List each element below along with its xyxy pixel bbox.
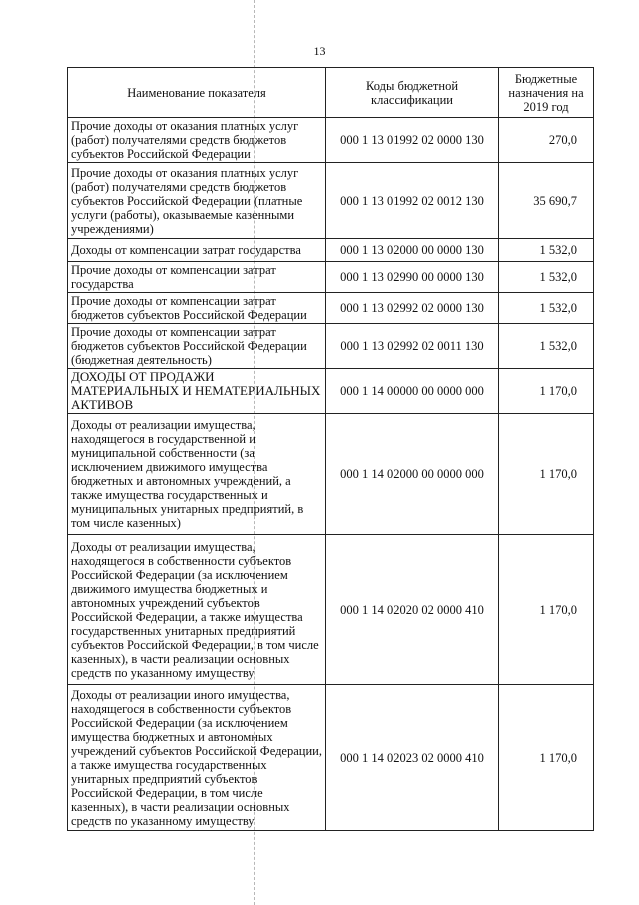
table-row — [68, 685, 594, 831]
row-code: 000 1 13 01992 02 0000 130 — [326, 118, 499, 163]
row-code: 000 1 14 02000 00 0000 000 — [326, 414, 499, 535]
table-row — [68, 163, 594, 239]
row-amount: 35 690,7 — [499, 163, 594, 239]
table-row — [68, 535, 594, 685]
row-name: Доходы от реализации иного имущества, находящегося в собственности субъектов Российской Федерации (за исключением имущества бюджетных и автономных учреждений субъектов Российской Федерации, а также имущества государственных унитарных предприятий субъектов Российской Федерации, в том числе казенных), в части реализации основных средств по указанному имуществу — [68, 685, 326, 831]
row-name: Прочие доходы от компенсации затрат государства — [68, 262, 326, 293]
table-header-row — [68, 68, 594, 118]
table-row — [68, 414, 594, 535]
row-amount: 1 532,0 — [499, 293, 594, 324]
table-row — [68, 293, 594, 324]
row-amount: 1 170,0 — [499, 535, 594, 685]
row-name: Прочие доходы от оказания платных услуг (работ) получателями средств бюджетов субъектов Российской Федерации — [68, 118, 326, 163]
table-row — [68, 369, 594, 414]
row-code: 000 1 13 01992 02 0012 130 — [326, 163, 499, 239]
row-name: Доходы от компенсации затрат государства — [68, 239, 326, 262]
row-name: ДОХОДЫ ОТ ПРОДАЖИ МАТЕРИАЛЬНЫХ И НЕМАТЕРИАЛЬНЫХ АКТИВОВ — [68, 369, 326, 414]
header-codes: Коды бюджетной классификации — [326, 68, 499, 118]
row-code: 000 1 14 00000 00 0000 000 — [326, 369, 499, 414]
table-row — [68, 118, 594, 163]
row-amount: 1 532,0 — [499, 324, 594, 369]
header-name: Наименование показателя — [68, 68, 326, 118]
budget-table — [67, 67, 594, 831]
row-amount: 1 532,0 — [499, 262, 594, 293]
page-number: 13 — [313, 44, 326, 58]
row-name: Прочие доходы от компенсации затрат бюджетов субъектов Российской Федерации (бюджетная деятельность) — [68, 324, 326, 369]
row-amount: 1 532,0 — [499, 239, 594, 262]
row-code: 000 1 13 02992 02 0000 130 — [326, 293, 499, 324]
row-code: 000 1 14 02020 02 0000 410 — [326, 535, 499, 685]
row-name: Прочие доходы от оказания платных услуг (работ) получателями средств бюджетов субъектов Российской Федерации (платные услуги (работы), оказываемые казенными учреждениями) — [68, 163, 326, 239]
row-code: 000 1 13 02992 02 0011 130 — [326, 324, 499, 369]
row-code: 000 1 13 02000 00 0000 130 — [326, 239, 499, 262]
row-code: 000 1 14 02023 02 0000 410 — [326, 685, 499, 831]
row-name: Доходы от реализации имущества, находящегося в государственной и муниципальной собственности (за исключением движимого имущества бюджетных и автономных учреждений, а также имущества государственных и муниципальных унитарных предприятий, в том числе казенных) — [68, 414, 326, 535]
row-amount: 1 170,0 — [499, 414, 594, 535]
table-row — [68, 239, 594, 262]
row-name: Доходы от реализации имущества, находящегося в собственности субъектов Российской Федерации (за исключением движимого имущества бюджетных и автономных учреждений субъектов Российской Федерации, а также имущества государственных унитарных предприятий субъектов Российской Федерации, в том числе казенных), в части реализации основных средств по указанному имуществу — [68, 535, 326, 685]
row-amount: 1 170,0 — [499, 369, 594, 414]
header-amount: Бюджетные назначения на 2019 год — [499, 68, 594, 118]
row-name: Прочие доходы от компенсации затрат бюджетов субъектов Российской Федерации — [68, 293, 326, 324]
table-row — [68, 324, 594, 369]
table-row — [68, 262, 594, 293]
row-code: 000 1 13 02990 00 0000 130 — [326, 262, 499, 293]
row-amount: 270,0 — [499, 118, 594, 163]
row-amount: 1 170,0 — [499, 685, 594, 831]
